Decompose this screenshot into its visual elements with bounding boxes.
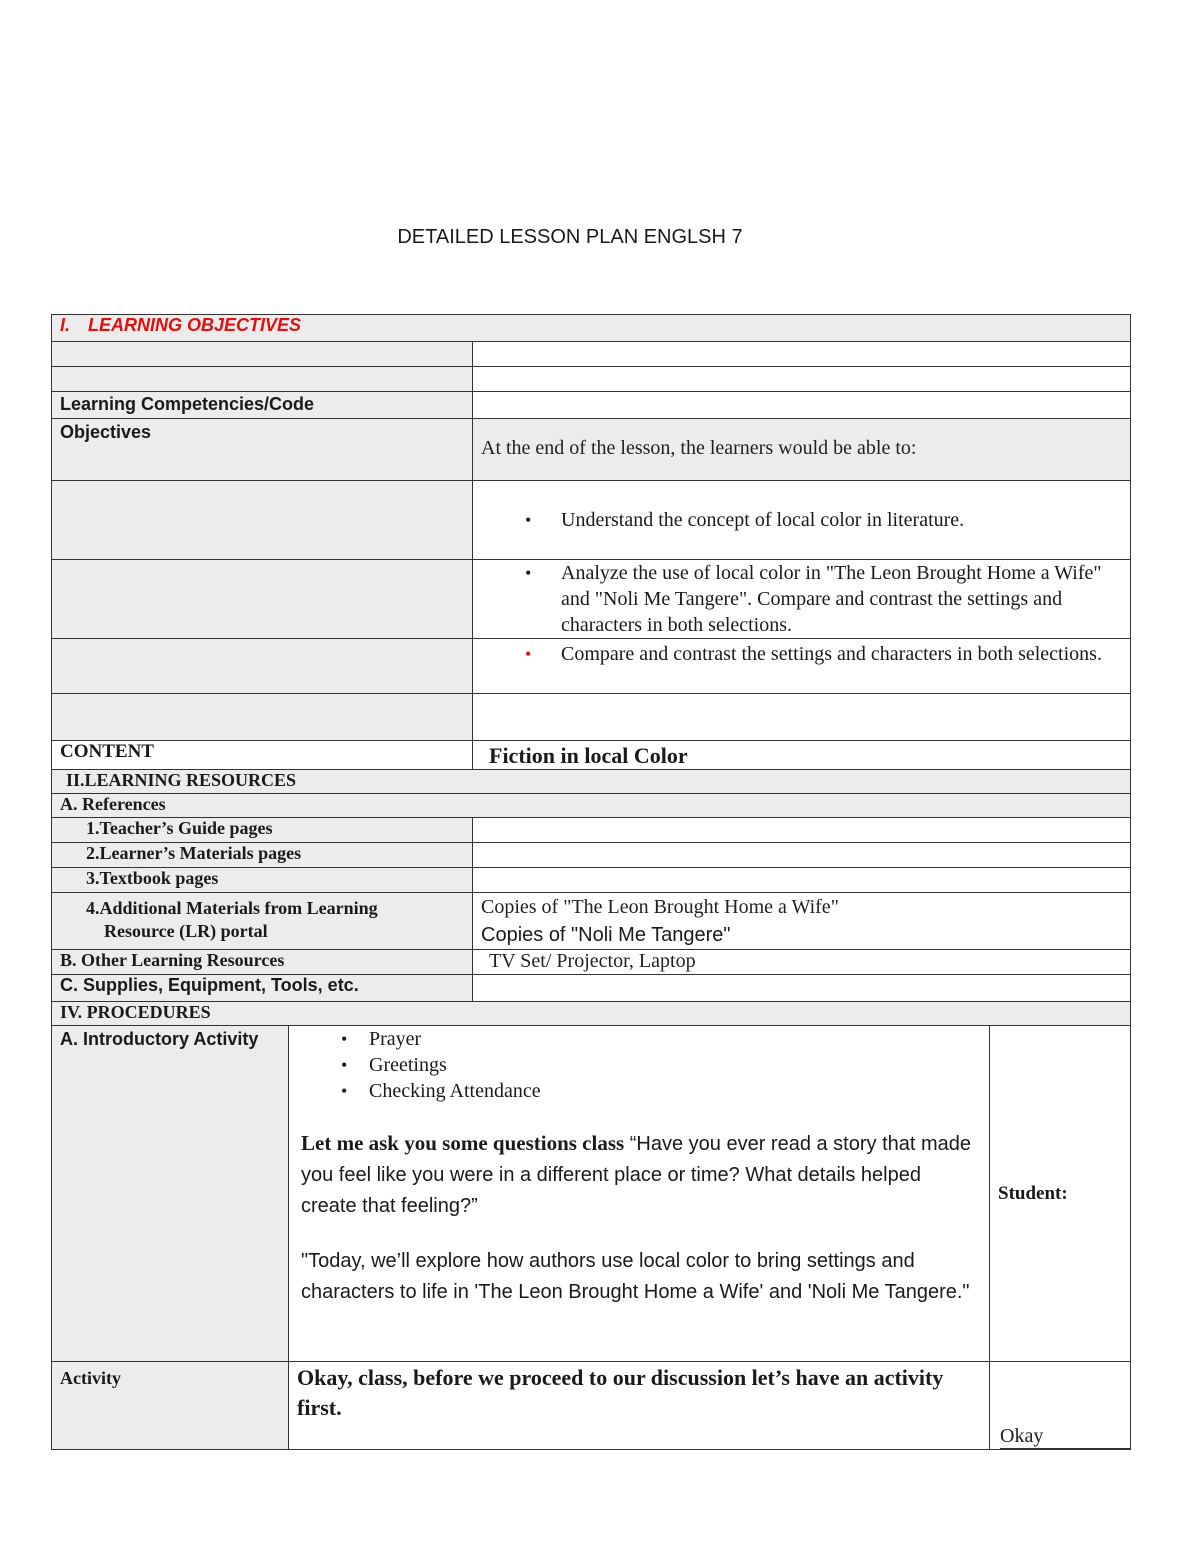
activity-label: Activity — [60, 1368, 121, 1388]
objective-bullet: • Analyze the use of local color in "The Leon Brought Home a Wife" and "Noli Me Tangere". Compare and contrast the settings and characters in both selections. — [561, 560, 1122, 638]
supplies-row — [52, 975, 1131, 1002]
objectives-header-row — [52, 315, 1131, 342]
intro-bullet: • Prayer — [369, 1026, 981, 1052]
additional-label-line1: 4.Additional Materials from Learning — [86, 898, 378, 918]
objective-bullet: • Understand the concept of local color in literature. — [561, 507, 1122, 533]
learners-materials-label: 2.Learner’s Materials pages — [86, 843, 302, 863]
additional-materials-row — [52, 893, 1131, 950]
procedures-header-row — [52, 1002, 1131, 1026]
intro-activity-label: A. Introductory Activity — [60, 1029, 259, 1049]
references-label: A. References — [60, 794, 166, 814]
question-text: “Have you ever read a story that made you feel like you were in a different place or time? What details helped create that feeling?” — [301, 1133, 972, 1217]
activity-response: Okay — [1000, 1425, 1130, 1449]
content-value: Fiction in local Color — [489, 743, 688, 768]
objectives-intro: At the end of the lesson, the learners would be able to: — [481, 437, 917, 459]
objective-bullet-row — [52, 481, 1131, 560]
textbook-label: 3.Textbook pages — [86, 868, 219, 888]
supplies-label: C. Supplies, Equipment, Tools, etc. — [60, 975, 359, 995]
additional-value-line2: Copies of "Noli Me Tangere" — [481, 924, 731, 946]
objective-bullet-row — [52, 560, 1131, 639]
objective-bullet: • Compare and contrast the settings and characters in both selections. — [561, 641, 1122, 667]
learners-materials-row — [52, 843, 1131, 868]
textbook-row — [52, 868, 1131, 893]
blank-row — [52, 694, 1131, 741]
lesson-plan-table — [51, 314, 1131, 1450]
teachers-guide-label: 1.Teacher’s Guide pages — [86, 818, 273, 838]
introductory-activity-row — [52, 1026, 1131, 1362]
objectives-label: Objectives — [60, 422, 152, 442]
resources-heading: II.LEARNING RESOURCES — [66, 770, 297, 790]
blank-row — [52, 367, 1131, 392]
intro-bullet: • Checking Attendance — [369, 1078, 981, 1104]
intro-bullet: • Greetings — [369, 1052, 981, 1078]
activity-text: Okay, class, before we proceed to our discussion let’s have an activity first. — [297, 1365, 944, 1420]
procedures-heading: IV. PROCEDURES — [60, 1002, 211, 1022]
other-resources-row — [52, 950, 1131, 975]
intro-today-text: "Today, we’ll explore how authors use local color to bring settings and characters to life in 'The Leon Brought Home a Wife' and 'Noli Me Tangere." — [301, 1250, 970, 1303]
document-title: DETAILED LESSON PLAN ENGLSH 7 — [397, 226, 743, 248]
objectives-row — [52, 419, 1131, 481]
blank-row — [52, 342, 1131, 367]
question-lead: Let me ask you some questions class — [301, 1131, 625, 1155]
other-resources-value: TV Set/ Projector, Laptop — [489, 950, 696, 972]
teachers-guide-row — [52, 818, 1131, 843]
additional-value-line1: Copies of "The Leon Brought Home a Wife" — [481, 896, 839, 918]
intro-question — [297, 1128, 981, 1222]
other-resources-label: B. Other Learning Resources — [60, 950, 285, 970]
activity-row — [52, 1362, 1131, 1450]
resources-header-row — [52, 770, 1131, 794]
section-number: I. — [60, 315, 71, 335]
student-label: Student: — [998, 1182, 1068, 1204]
competencies-label: Learning Competencies/Code — [60, 394, 315, 414]
section-heading: LEARNING OBJECTIVES — [88, 315, 302, 335]
competencies-row — [52, 392, 1131, 419]
references-row — [52, 794, 1131, 818]
objective-bullet-row — [52, 639, 1131, 694]
content-row — [52, 741, 1131, 770]
additional-label-line2: Resource (LR) portal — [104, 921, 268, 941]
content-label: CONTENT — [60, 741, 154, 762]
